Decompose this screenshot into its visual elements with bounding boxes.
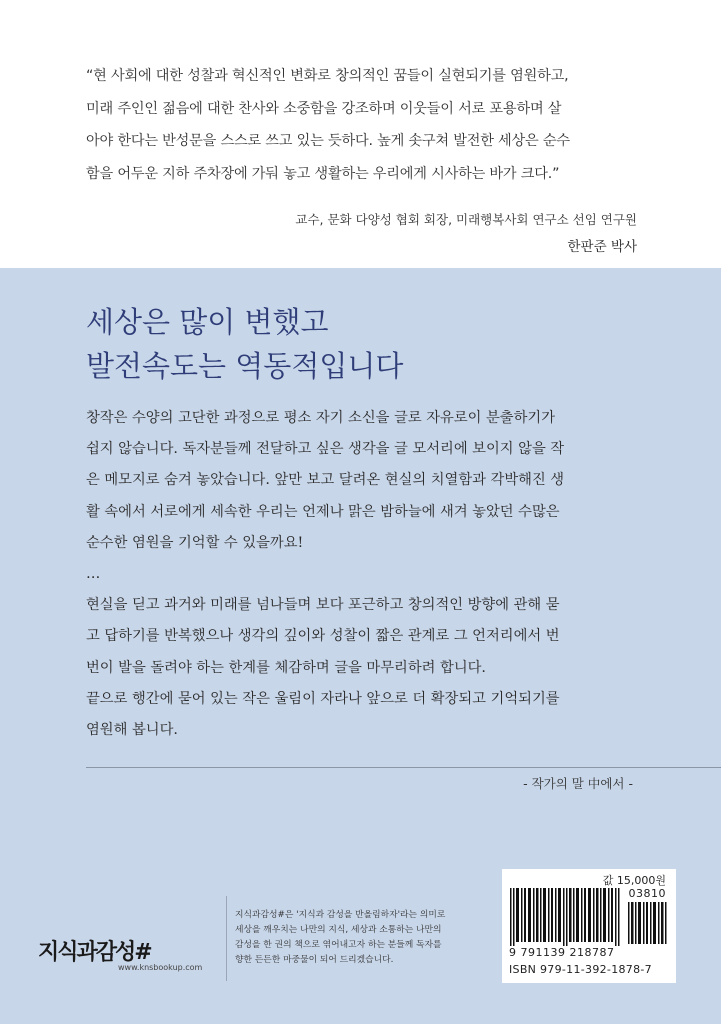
quote-line: 미래 주인인 젊음에 대한 찬사와 소중함을 강조하며 이웃들이 서로 포용하며 살 bbox=[86, 100, 562, 117]
publisher-logo: 지식과감성# bbox=[38, 940, 151, 965]
attribution-title: 교수, 문화 다양성 협회 회장, 미래행복사회 연구소 선임 연구원 bbox=[295, 212, 637, 227]
publisher-line: 세상을 깨우치는 나만의 지식, 세상과 소통하는 나만의 bbox=[235, 925, 442, 935]
body-line: 쉽지 않습니다. 독자분들께 전달하고 싶은 생각을 글 모서리에 보이지 않을 작 bbox=[86, 441, 565, 458]
barcode-icon bbox=[510, 888, 622, 946]
body-line: 현실을 딛고 과거와 미래를 넘나들며 보다 포근하고 창의적인 방향에 관해 묻 bbox=[86, 597, 560, 614]
publisher-line: 감성을 한 권의 책으로 엮어내고자 하는 분들께 독자를 bbox=[235, 940, 442, 950]
attribution-name: 한판준 박사 bbox=[567, 239, 637, 255]
body-line: 활 속에서 서로에게 세속한 우리는 언제나 맑은 밤하늘에 새겨 놓았던 수많은 bbox=[86, 503, 560, 520]
publisher-url: www.knsbookup.com bbox=[118, 963, 203, 972]
isbn-number: ISBN 979-11-392-1878-7 bbox=[509, 963, 652, 976]
divider bbox=[86, 767, 721, 768]
headline-line: 발전속도는 역동적입니다 bbox=[86, 349, 404, 383]
publisher-line: 지식과감성#은 '지식과 감성을 반올림하자'라는 의미로 bbox=[235, 910, 446, 920]
body-line: 창작은 수양의 고단한 과정으로 평소 자기 소신을 글로 자유로이 분출하기가 bbox=[86, 410, 556, 426]
headline-line: 세상은 많이 변했고 bbox=[86, 305, 329, 339]
vertical-divider bbox=[226, 896, 227, 981]
body-line: 끝으로 행간에 묻어 있는 작은 울림이 자라나 앞으로 더 확장되고 기억되기를 bbox=[86, 690, 560, 707]
body-line: 번이 발을 돌려야 하는 한계를 체감하며 글을 마무리하려 합니다. bbox=[86, 659, 486, 676]
publisher-line: 향한 든든한 마중물이 되어 드리겠습니다. bbox=[235, 955, 394, 965]
body-line: 순수한 염원을 기억할 수 있을까요! bbox=[86, 534, 304, 551]
source-note: - 작가의 말 中에서 - bbox=[523, 776, 633, 791]
quote-line: 함을 어두운 지하 주차장에 가둬 놓고 생활하는 우리에게 시사하는 바가 크다.” bbox=[86, 165, 560, 182]
quote-line: “현 사회에 대한 성찰과 혁신적인 변화로 창의적인 꿈들이 실현되기를 염원하고, bbox=[86, 68, 569, 84]
quote-line: 아야 한다는 반성문을 스스로 쓰고 있는 듯하다. 높게 솟구쳐 발전한 세상은 순수 bbox=[86, 133, 570, 149]
endorsement-quote bbox=[86, 60, 642, 190]
addon-barcode-icon bbox=[628, 902, 668, 944]
headline bbox=[86, 300, 403, 388]
publisher-description bbox=[235, 908, 445, 968]
body-line: … bbox=[86, 566, 101, 583]
body-text bbox=[86, 403, 638, 746]
price-label: 값 15,000원 bbox=[602, 874, 666, 887]
body-line: 은 메모지로 숨겨 놓았습니다. 앞만 보고 달려온 현실의 치열함과 각박해진 생 bbox=[86, 472, 565, 489]
body-line: 염원해 봅니다. bbox=[86, 722, 178, 739]
barcode-panel bbox=[502, 869, 676, 983]
body-line: 고 답하기를 반복했으나 생각의 깊이와 성찰이 짧은 관계로 그 언저리에서 번 bbox=[86, 628, 560, 645]
barcode-digits: 9 791139 218787 bbox=[509, 946, 615, 959]
quote-section bbox=[0, 0, 721, 268]
addon-code: 03810 bbox=[628, 887, 666, 900]
